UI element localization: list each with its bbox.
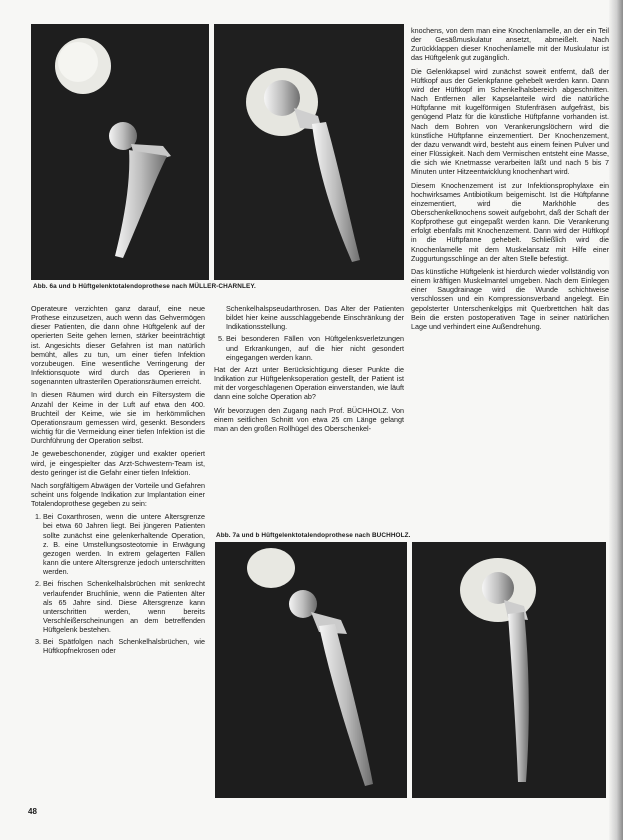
list-item: 3. Bei Spätfolgen nach Schenkelhalsbrüchen, wie Hüftkopfnekrosen oder <box>43 637 205 655</box>
list-item: Schenkelhalspseudarthrosen. Das Alter der Patienten bildet hier keine ausschlaggebende Einschränkung der Indikationsstellung. <box>226 304 404 332</box>
photo-6a-prosthesis <box>31 24 209 280</box>
paragraph: Diesem Knochenzement ist zur Infektionsprophylaxe ein hochwirksames Antibiotikum beigemischt. Ist die Hüftpfanne einzementiert, wird die Markhöhle des Oberschenkelknochens soweit aufgebohrt, daß der Schaft der Kopfprothese gut eingepaßt werden kann. Die Verankerung erfolgt ebenfalls mit Knochenzement. Dann wird der Hüftkopf in die Hüftpfanne gehebelt. Schließlich wird die Knochenlamelle mit dem Muskelansatz mit Hilfe einer Zuggurtungsschlinge an der alten Stelle befestigt. <box>411 180 609 263</box>
indication-list <box>31 512 205 655</box>
paragraph: Die Gelenkkapsel wird zunächst soweit entfernt, daß der Hüftkopf aus der Gelenkpfanne gehebelt werden kann. Dann wird der Hüftkopf im Schenkelhalsbereich abgeschnitten. Nach Entfernen aller Kapselanteile wird die natürliche Hüftpfanne mit kugelförmigen Stufenfräsen aufgefräst, bis genügend Platz für die künstliche Hüftpfanne vorhanden ist. Nach dem Bohren von Verankerungslöchern wird die künstliche Hüftpfanne einzementiert. Der Knochenzement, der dazu verwandt wird, besteht aus einem feinen Pulver und einer Flüssigkeit. Nach dem Vermischen entsteht eine Masse, die sich wie Knetmasse verarbeiten läßt und nach 5 bis 7 Minuten unter Hitzeentwicklung knochenhart wird. <box>411 66 609 177</box>
photo-6b-prosthesis <box>214 24 404 280</box>
hip-prosthesis-photo <box>215 542 407 798</box>
photo-7b-prosthesis <box>412 542 606 798</box>
paragraph: Je gewebeschonender, zügiger und exakter operiert wird, je eingespielter das Arzt-Schwestern-Team ist, desto geringer ist die Gefahr einer tiefen Infektion. <box>31 449 205 477</box>
hip-prosthesis-photo <box>214 24 404 280</box>
indication-list-continued <box>214 304 404 362</box>
photo-7a-prosthesis <box>215 542 407 798</box>
figure-caption-bottom: Abb. 7a und b Hüftgelenktotalendoprothese nach BUCHHOLZ. <box>216 532 411 539</box>
text-column-left <box>31 304 205 659</box>
page-edge-shadow <box>609 0 623 840</box>
paragraph: Das künstliche Hüftgelenk ist hierdurch wieder vollständig von einem kräftigen Muskelmantel umgeben. Nach dem Einlegen einer Saugdrainage wird die Wunde schichtweise verschlossen und ein Kompressionsverband angelegt. Ein gepolsterter Unterschenkelgips mit Querbrettchen hält das Bein die ersten postoperativen Tage in seiner natürlichen Lage und verhindert eine Außendrehung. <box>411 266 609 331</box>
figure-caption-top: Abb. 6a und b Hüftgelenktotalendoprothese nach MÜLLER-CHARNLEY. <box>33 283 256 290</box>
paragraph: Operateure verzichten ganz darauf, eine neue Prothese einzusetzen, auch wenn das Gehvermögen dieser Patienten, die dann ohne Hüftgelenk auf der operierten Seite gehen lernen, stärker beeinträchtigt ist. Angesichts dieser Gefahren ist man natürlich bemüht, alles zu tun, um einer tiefen Infektion vorzubeugen. Eine wesentliche Verringerung der Infektionsquote wird durch das Operieren in sogenannten ultrasterilen Operationsräumen erreicht. <box>31 304 205 387</box>
text-column-right <box>411 26 609 335</box>
paragraph: Wir bevorzugen den Zugang nach Prof. BÜCHHOLZ. Von einem seitlichen Schnitt von etwa 25 cm Länge gelangt man an den großen Rollhügel des Oberschenkel- <box>214 405 404 433</box>
page-number: 48 <box>28 807 37 816</box>
paragraph: knochens, von dem man eine Knochenlamelle, an der ein Teil der Gesäßmuskulatur ansetzt, abmeißelt. Nach Zurückklappen dieser Knochenlamelle mit der Muskulatur ist das Hüftgelenk gut zugänglich. <box>411 26 609 63</box>
hip-prosthesis-photo <box>31 24 209 280</box>
text-column-middle <box>214 304 404 437</box>
paragraph: Nach sorgfältigem Abwägen der Vorteile und Gefahren scheint uns folgende Indikation zur Implantation einer Totalendoprothese gegeben zu sein: <box>31 480 205 509</box>
list-item: 1. Bei Coxarthrosen, wenn die untere Altersgrenze bei etwa 60 Jahren liegt. Bei jüngeren Patienten sollte zunächst eine gelenkerhaltende Operation, z. B. eine Umstellungsosteotomie in Erwägung gezogen werden. In extrem gelagerten Fällen kann die untere Altersgrenze jedoch unterschritten werden. <box>43 512 205 576</box>
list-item: 2. Bei frischen Schenkelhalsbrüchen mit senkrecht verlaufender Bruchlinie, wenn die Patienten älter als 65 Jahre sind. Diese Altersgrenze kann unterschritten werden, wenn bereits Verschleißerscheinungen an dem betreffenden Hüftgelenk bestehen. <box>43 579 205 634</box>
hip-prosthesis-photo <box>412 542 606 798</box>
list-item: 5. Bei besonderen Fällen von Hüftgelenksverletzungen und Erkrankungen, auf die hier nicht gesondert eingegangen werden kann. <box>226 334 404 361</box>
paragraph: Hat der Arzt unter Berücksichtigung dieser Punkte die Indikation zur Hüftgelenksoperation gestellt, der Patient ist mit der vorgeschlagenen Operation einverstanden, wie läuft dann eine solche Operation ab? <box>214 364 404 402</box>
paragraph: In diesen Räumen wird durch ein Filtersystem die Anzahl der Keime in der Luft auf etwa den 400. Bruchteil der Keime, wie sie im herkömmlichen Operationsraum gemessen wird, gesenkt. Besonders wichtig für die Vermeidung einer tiefen Infektion ist die Durchführung der Operation selbst. <box>31 390 205 446</box>
